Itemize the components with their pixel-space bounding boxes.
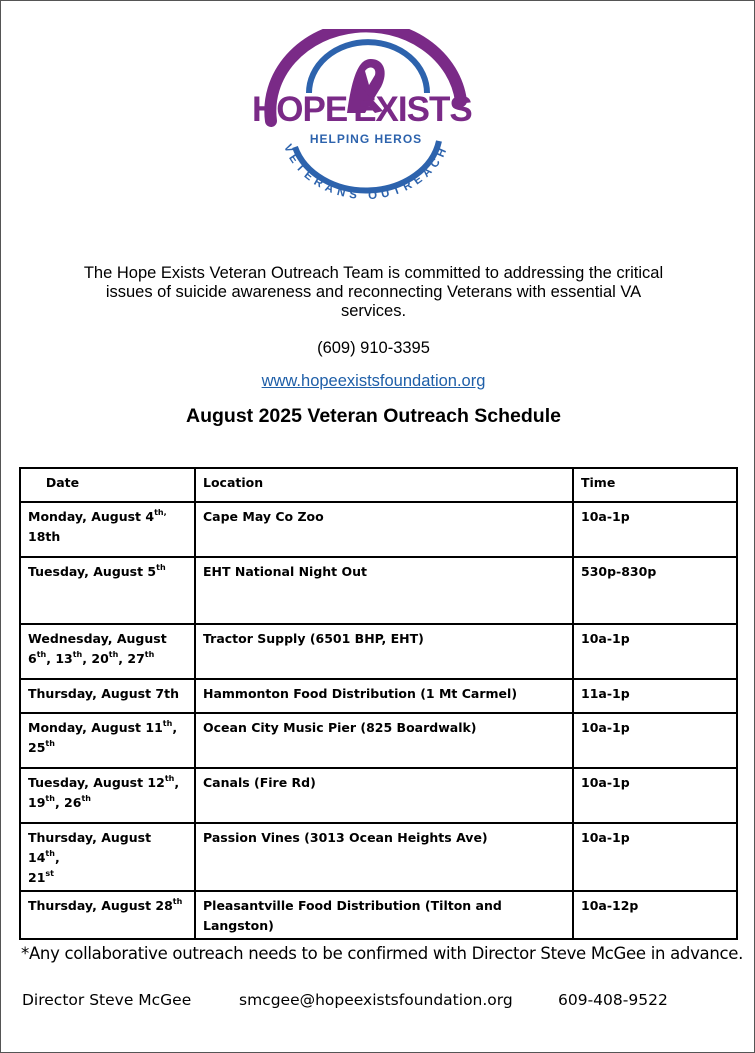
table-row bbox=[20, 624, 737, 679]
cell-location: Passion Vines (3013 Ocean Heights Ave) bbox=[195, 823, 573, 891]
website-link[interactable]: www.hopeexistsfoundation.org bbox=[261, 372, 486, 390]
cell-date: Thursday, August 28th bbox=[20, 891, 195, 939]
schedule-body bbox=[20, 502, 737, 939]
cell-location: Hammonton Food Distribution (1 Mt Carmel) bbox=[195, 679, 573, 713]
cell-location: EHT National Night Out bbox=[195, 557, 573, 624]
cell-location: Pleasantville Food Distribution (Tilton and Langston) bbox=[195, 891, 573, 939]
table-row bbox=[20, 557, 737, 624]
table-header-row bbox=[20, 468, 737, 502]
svg-text:VETERANS OUTREACH bbox=[281, 143, 451, 202]
footer-director: Director Steve McGee bbox=[22, 991, 192, 1009]
cell-date: Wednesday, August 6th, 13th, 20th, 27th bbox=[20, 624, 195, 679]
cell-time: 10a-1p bbox=[573, 713, 737, 768]
table-row bbox=[20, 891, 737, 939]
cell-location: Cape May Co Zoo bbox=[195, 502, 573, 557]
cell-date: Tuesday, August 12th, 19th, 26th bbox=[20, 768, 195, 823]
hope-exists-logo bbox=[249, 29, 483, 209]
cell-location: Tractor Supply (6501 BHP, EHT) bbox=[195, 624, 573, 679]
contact-phone: (609) 910-3395 bbox=[317, 339, 430, 357]
table-row bbox=[20, 713, 737, 768]
cell-time: 10a-1p bbox=[573, 823, 737, 891]
header-location: Location bbox=[195, 468, 573, 502]
cell-date: Thursday, August 14th, 21st bbox=[20, 823, 195, 891]
cell-date: Tuesday, August 5th bbox=[20, 557, 195, 624]
table-row bbox=[20, 679, 737, 713]
table-row bbox=[20, 502, 737, 557]
logo-name-exists: EXISTS bbox=[353, 90, 472, 129]
cell-date: Monday, August $4^{th,}$ 18th bbox=[20, 502, 195, 557]
cell-location: Ocean City Music Pier (825 Boardwalk) bbox=[195, 713, 573, 768]
cell-location: Canals (Fire Rd) bbox=[195, 768, 573, 823]
cell-date: Thursday, August 7th bbox=[20, 679, 195, 713]
table-row bbox=[20, 823, 737, 891]
logo-name-hope: HOPE bbox=[252, 90, 348, 129]
intro-paragraph bbox=[41, 264, 706, 321]
cell-time: 10a-1p bbox=[573, 502, 737, 557]
collaboration-note: *Any collaborative outreach needs to be confirmed with Director Steve McGee in advance. bbox=[21, 944, 744, 963]
footer-email[interactable]: smcgee@hopeexistsfoundation.org bbox=[239, 991, 513, 1009]
header-time: Time bbox=[573, 468, 737, 502]
cell-time: 11a-1p bbox=[573, 679, 737, 713]
cell-time: 10a-12p bbox=[573, 891, 737, 939]
schedule-title: August 2025 Veteran Outreach Schedule bbox=[186, 405, 561, 427]
intro-line-2: issues of suicide awareness and reconnecting Veterans with essential VA bbox=[105, 283, 642, 301]
cell-date: Monday, August 11th, 25th bbox=[20, 713, 195, 768]
schedule-table bbox=[19, 467, 738, 940]
svg-text:HOPEEXISTS bbox=[252, 90, 472, 129]
cell-time: 530p-830p bbox=[573, 557, 737, 624]
logo-arc-text: VETERANS OUTREACH bbox=[281, 142, 451, 203]
table-row bbox=[20, 768, 737, 823]
logo-tagline: HELPING HEROS bbox=[309, 132, 423, 146]
intro-line-3: services. bbox=[340, 302, 407, 320]
footer-phone: 609-408-9522 bbox=[558, 991, 668, 1009]
cell-time: 10a-1p bbox=[573, 768, 737, 823]
cell-time: 10a-1p bbox=[573, 624, 737, 679]
intro-line-1: The Hope Exists Veteran Outreach Team is committed to addressing the critical bbox=[83, 264, 664, 282]
header-date: Date bbox=[20, 468, 195, 502]
